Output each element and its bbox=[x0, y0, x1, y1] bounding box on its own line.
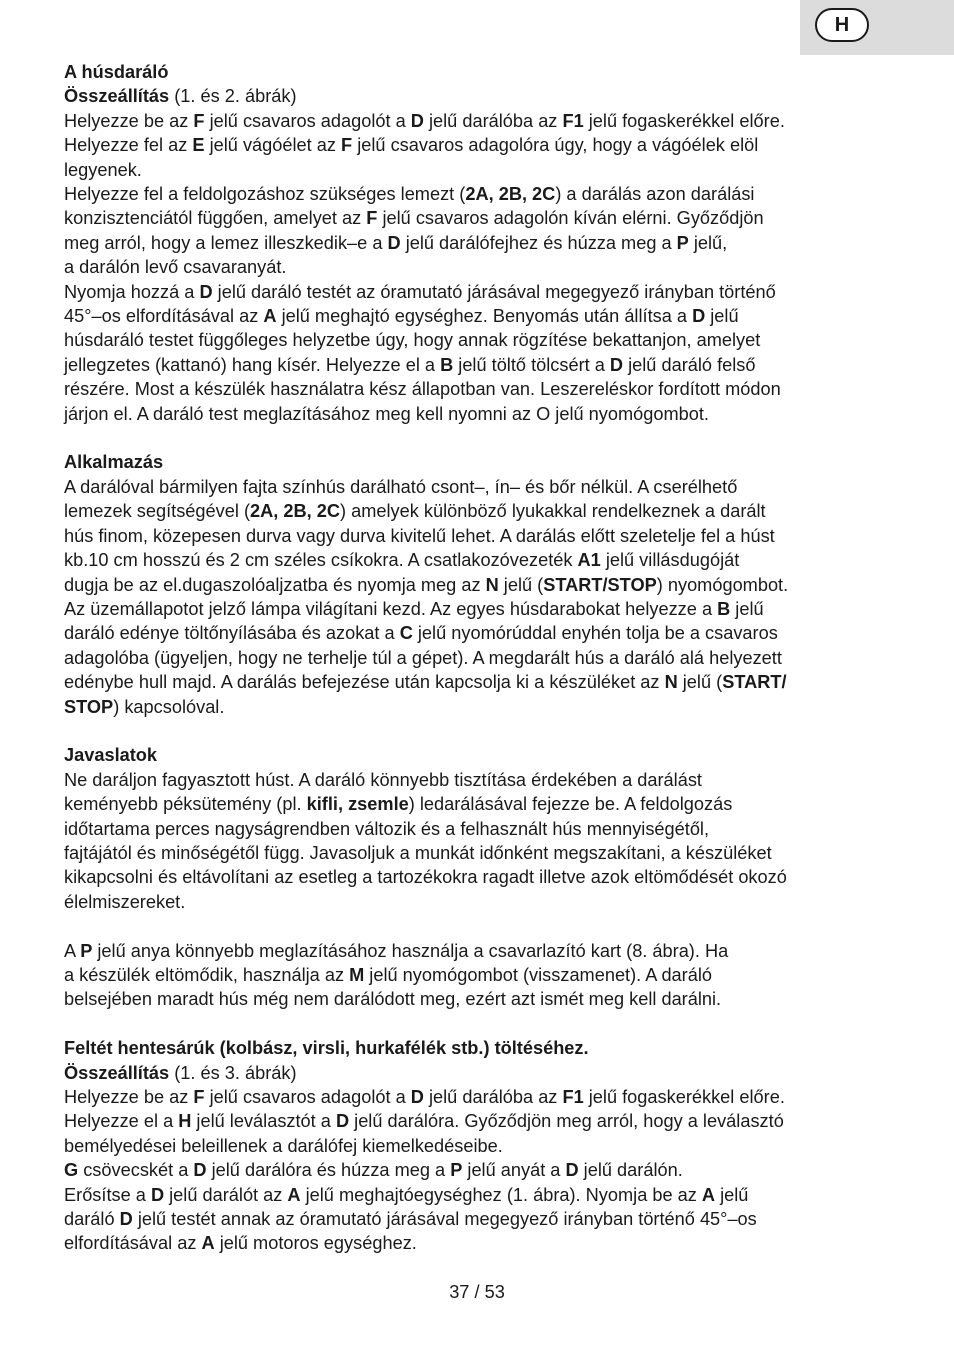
text-line: daráló D jelű testét annak az óramutató járásával megegyező irányban történő 45°–os bbox=[64, 1209, 757, 1230]
language-tab bbox=[800, 0, 954, 55]
text-line: Helyezze fel az E jelű vágóélet az F jelű csavaros adagolóra úgy, hogy a vágóélek elöl bbox=[64, 135, 759, 156]
text-line: Erősítse a D jelű darálót az A jelű meghajtóegységhez (1. ábra). Nyomja be az A jelű bbox=[64, 1184, 749, 1205]
text-line: keményebb péksütemény (pl. kifli, zsemle) ledarálásával fejezze be. A feldolgozás bbox=[64, 794, 733, 815]
text-line: Helyezze fel a feldolgozáshoz szükséges lemezt (2A, 2B, 2C) a darálás azon darálási bbox=[64, 184, 755, 205]
section-title-sausage-attachment: Feltét hentesárúk (kolbász, virsli, hurkafélék stb.) töltéséhez. bbox=[64, 1038, 589, 1059]
text-line: 45°–os elfordításával az A jelű meghajtó egységhez. Benyomás után állítsa a D jelű bbox=[64, 306, 739, 327]
text-line: kb.10 cm hosszú és 2 cm széles csíkokra. A csatlakozóvezeték A1 jelű villásdugóját bbox=[64, 550, 740, 571]
text-line: Összeállítás (1. és 3. ábrák) bbox=[64, 1062, 297, 1083]
text-line: Összeállítás (1. és 2. ábrák) bbox=[64, 86, 297, 107]
text-line: dugja be az el.dugaszolóaljzatba és nyomja meg az N jelű (START/STOP) nyomógombot. bbox=[64, 574, 789, 595]
text-line: húsdaráló testet függőleges helyzetbe úgy, hogy annak rögzítése bekattanjon, amelyet bbox=[64, 330, 761, 351]
text-line: legyenek. bbox=[64, 159, 142, 180]
text-line: időtartama perces nagyságrendben változik és a felhasznált hús mennyiségétől, bbox=[64, 818, 710, 839]
text-line: A darálóval bármilyen fajta színhús darálható csont–, ín– és bőr nélkül. A cserélhető bbox=[64, 476, 738, 497]
text-line: belsejében maradt hús még nem darálódott meg, ezért azt ismét meg kell darálni. bbox=[64, 989, 722, 1010]
paragraph-gap bbox=[64, 1012, 894, 1036]
text-line: A P jelű anya könnyebb meglazításához használja a csavarlazító kart (8. ábra). Ha bbox=[64, 940, 729, 961]
text-line: lemezek segítségével (2A, 2B, 2C) amelyek különböző lyukakkal rendelkeznek a darált bbox=[64, 501, 766, 522]
text-line: Helyezze el a H jelű leválasztót a D jelű darálóra. Győződjön meg arról, hogy a leválasztó bbox=[64, 1111, 784, 1132]
text-line: részére. Most a készülék használatra kész állapotban van. Leszereléskor fordított módon bbox=[64, 379, 781, 400]
text-line: daráló edénye töltőnyílásába és azokat a C jelű nyomórúddal enyhén tolja be a csavaros bbox=[64, 623, 778, 644]
text-line: Helyezze be az F jelű csavaros adagolót a D jelű darálóba az F1 jelű fogaskerékkel előre. bbox=[64, 110, 785, 131]
text-line: jellegzetes (kattanó) hang kísér. Helyezze el a B jelű töltő tölcsért a D jelű daráló felső bbox=[64, 354, 756, 375]
text-line: Nyomja hozzá a D jelű daráló testét az óramutató járásával megegyező irányban történő bbox=[64, 281, 776, 302]
text-line: fajtájától és minőségétől függ. Javasoljuk a munkát időnként megszakítani, a készüléket bbox=[64, 842, 772, 863]
text-line: meg arról, hogy a lemez illeszkedik–e a D jelű darálófejhez és húzza meg a P jelű, bbox=[64, 232, 728, 253]
text-line: elfordításával az A jelű motoros egységhez. bbox=[64, 1233, 417, 1254]
text-line: Ne daráljon fagyasztott húst. A daráló könnyebb tisztítása érdekében a darálást bbox=[64, 769, 702, 790]
text-line: adagolóba (ügyeljen, hogy ne terhelje túl a gépet). A megdarált hús a daráló alá helyezett bbox=[64, 647, 782, 668]
text-line: a darálón levő csavaranyát. bbox=[64, 257, 287, 278]
manual-content bbox=[64, 60, 894, 1256]
text-line: élelmiszereket. bbox=[64, 891, 186, 912]
section-title-usage: Alkalmazás bbox=[64, 452, 164, 473]
section-title-tips: Javaslatok bbox=[64, 745, 158, 766]
text-line: Helyezze be az F jelű csavaros adagolót a D jelű darálóba az F1 jelű fogaskerékkel előre. bbox=[64, 1087, 785, 1107]
section-title-meat-grinder: A húsdaráló bbox=[64, 62, 169, 82]
text-line: járjon el. A daráló test meglazításához meg kell nyomni az O jelű nyomógombot. bbox=[64, 403, 709, 424]
paragraph-gap bbox=[64, 719, 894, 743]
language-badge: H bbox=[815, 8, 869, 42]
text-line: a készülék eltömődik, használja az M jelű nyomógombot (visszamenet). A daráló bbox=[64, 964, 713, 985]
text-line: bemélyedései beleillenek a darálófej kiemelkedéseibe. bbox=[64, 1135, 503, 1156]
text-line: hús finom, közepesen durva vagy durva kivitelű lehet. A darálás előtt szeletelje fel a húst bbox=[64, 525, 775, 546]
text-line: kikapcsolni és eltávolítani az esetleg a tartozékokra ragadt illetve azok eltömődését okozó bbox=[64, 867, 787, 888]
page-number: 37 / 53 bbox=[449, 1282, 505, 1302]
paragraph-gap bbox=[64, 914, 894, 938]
text-line: Az üzemállapotot jelző lámpa világítani kezd. Az egyes húsdarabokat helyezze a B jelű bbox=[64, 598, 764, 619]
text-line: konzisztenciától függően, amelyet az F jelű csavaros adagolón kíván elérni. Győződjön bbox=[64, 208, 764, 229]
text-line: G csövecskét a D jelű darálóra és húzza meg a P jelű anyát a D jelű darálón. bbox=[64, 1160, 683, 1181]
paragraph-gap bbox=[64, 426, 894, 450]
text-line: STOP) kapcsolóval. bbox=[64, 696, 225, 717]
text-line: edénybe hull majd. A darálás befejezése után kapcsolja ki a készüléket az N jelű (START/ bbox=[64, 672, 787, 693]
